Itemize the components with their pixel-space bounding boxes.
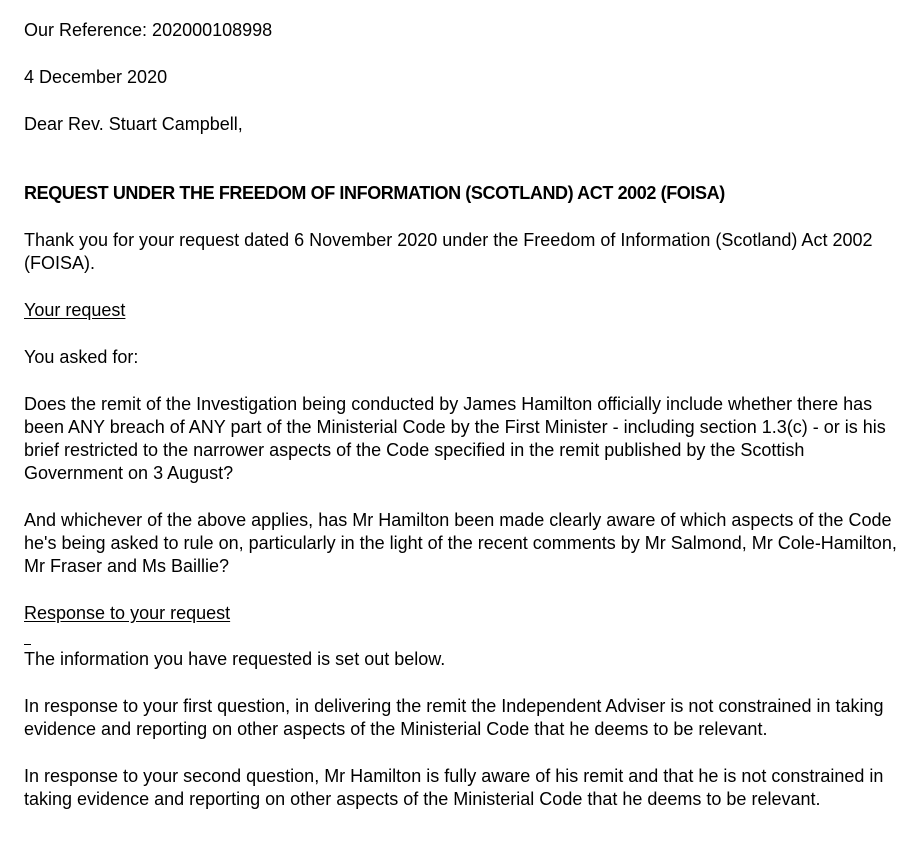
underline-mark [24, 644, 31, 645]
question-2-paragraph: And whichever of the above applies, has Mr Hamilton been made clearly aware of which aspects of the Code he's being asked to rule on, particularly in the light of the recent comments by Mr Salmond, Mr Cole-Hamilton, Mr Fraser and Ms Baillie? [24, 510, 897, 576]
letter-date: 4 December 2020 [24, 67, 168, 87]
answer-2-paragraph: In response to your second question, Mr Hamilton is fully aware of his remit and that he is not constrained in taking evidence and reporting on other aspects of the Ministerial Code that he deems to be relevant. [24, 766, 884, 809]
response-heading: Response to your request [24, 603, 231, 623]
answer-1-paragraph: In response to your first question, in delivering the remit the Independent Adviser is not constrained in taking evidence and reporting on other aspects of the Ministerial Code that he deems to be relevant. [24, 696, 884, 739]
response-intro-paragraph: The information you have requested is set out below. [24, 649, 446, 669]
intro-paragraph: Thank you for your request dated 6 November 2020 under the Freedom of Information (Scotland) Act 2002 (FOISA). [24, 230, 873, 273]
your-request-heading: Your request [24, 300, 126, 320]
salutation: Dear Rev. Stuart Campbell, [24, 114, 243, 134]
question-1-paragraph: Does the remit of the Investigation being conducted by James Hamilton officially include whether there has been ANY breach of ANY part of the Ministerial Code by the First Minister - including section 1.3(c) - or is his brief restricted to the narrower aspects of the Code specified in the remit published by the Scottish Government on 3 August? [24, 394, 886, 483]
asked-for-line: You asked for: [24, 347, 139, 367]
request-heading-title: REQUEST UNDER THE FREEDOM OF INFORMATION (SCOTLAND) ACT 2002 (FOISA) [24, 183, 725, 203]
letter-body [24, 19, 904, 811]
reference-line: Our Reference: 202000108998 [24, 20, 273, 40]
